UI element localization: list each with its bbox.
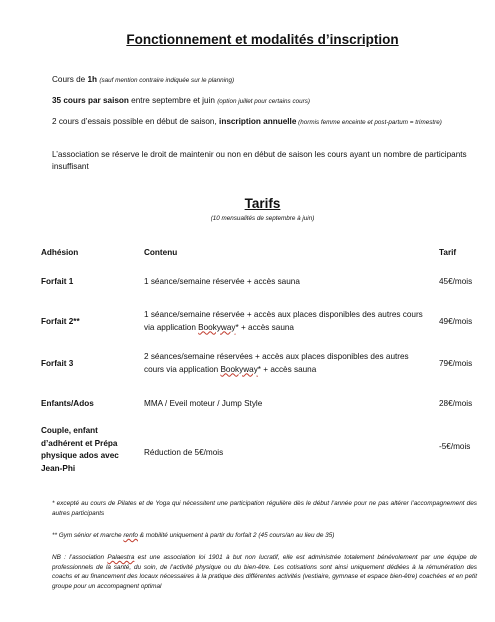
row-forfait-1-name: Forfait 1: [41, 277, 74, 286]
row-forfait-3-content-a: 2 séances/semaine réservées + accès aux places disponibles des autres cours via application: [144, 352, 409, 374]
row-forfait-3-content: [144, 351, 424, 376]
tarifs-title: Tarifs: [244, 196, 281, 211]
courses-per-season-note: (option juillet pour certains cours): [217, 98, 310, 105]
row-forfait-3-app-name: Bookyway: [220, 364, 258, 374]
row-forfait-1-price: 45€/mois: [439, 277, 473, 286]
row-forfait-2-price: 49€/mois: [439, 317, 473, 326]
row-forfait-2-content-a: 1 séance/semaine réservée + accès aux places disponibles des autres cours via application: [144, 310, 423, 332]
header-contenu: Contenu: [144, 248, 178, 257]
note-star-2-link: renfo: [123, 532, 138, 539]
row-forfait-2-name: Forfait 2**: [41, 317, 80, 326]
row-forfait-2-content: [144, 309, 424, 334]
courses-per-season-value: 35 cours par saison: [52, 96, 129, 105]
row-forfait-3-name: Forfait 3: [41, 359, 74, 368]
trial-text: 2 cours d’essais possible en début de saison,: [52, 117, 220, 126]
note-star-2: [52, 531, 477, 541]
row-enfants-ados-price: 28€/mois: [439, 399, 473, 408]
row-couple-content: Réduction de 5€/mois: [144, 448, 224, 457]
annual-registration: inscription annuelle: [219, 117, 297, 126]
row-forfait-3-price: 79€/mois: [439, 359, 473, 368]
row-forfait-3-content-b: * + accès sauna: [257, 364, 317, 374]
course-duration-line: [52, 74, 482, 87]
row-enfants-ados-name: Enfants/Ados: [41, 399, 94, 408]
page-title: Fonctionnement et modalités d’inscription: [126, 32, 399, 47]
note-nb: [52, 553, 477, 591]
row-couple-name: Couple, enfant d’adhérent et Prépa physique ados avec Jean-Phi: [41, 426, 119, 473]
note-nb-a: NB : l’association: [52, 554, 108, 561]
tarifs-subtitle: (10 mensualités de septembre à juin): [210, 215, 315, 222]
row-enfants-ados-content: MMA / Eveil moteur / Jump Style: [144, 399, 263, 408]
courses-per-season-line: [52, 95, 482, 108]
row-forfait-2-content-b: * + accès sauna: [235, 322, 294, 332]
row-couple-price: -5€/mois: [439, 442, 471, 451]
note-nb-association-name: Palaestra: [107, 554, 135, 561]
note-nb-b: est une association loi 1901 à but non lucratif, elle est administrée totalement bénévolement par une équipe de professionnels de la santé, du soin, de l’activité physique ou du bien-être. Les cotisations sont ainsi uniquement dédiées à la rémunération des coachs et au financement des locaux nécessaires à la pratique des différentes activités (vestiaire, gymnase et espace bien-être) coachées et en petit groupe pour un accompagnent optimal: [52, 554, 477, 590]
association-reserve-line: L’association se réserve le droit de maintenir ou non en début de saison les cours ayant un nombre de participants insuffisant: [52, 150, 467, 171]
trial-note: (hormis femme enceinte et post-partum = trimestre): [296, 119, 442, 126]
course-duration-note: (sauf mention contraire indiquée sur le planning): [99, 77, 235, 84]
note-star-1: * excepté au cours de Pilates et de Yoga qui nécessitent une participation régulière dès le début l’année pour ne pas altérer l’accompagnement des autres participants: [52, 500, 477, 517]
header-adhesion: Adhésion: [41, 248, 79, 257]
course-duration-value: 1h: [87, 75, 98, 84]
row-forfait-1-content: 1 séance/semaine réservée + accès sauna: [144, 277, 300, 286]
note-star-2-a: ** Gym sénior et marche: [52, 532, 124, 539]
trial-registration-line: [52, 116, 482, 129]
courses-per-season-text: entre septembre et juin: [128, 96, 218, 105]
header-tarif: Tarif: [439, 248, 457, 257]
row-forfait-2-app-name: Bookyway: [198, 322, 236, 332]
course-duration-text: Cours de: [52, 75, 88, 84]
note-star-2-b: & mobilité uniquement à partir du forfait 2 (45 cours/an au lieu de 35): [137, 532, 335, 539]
